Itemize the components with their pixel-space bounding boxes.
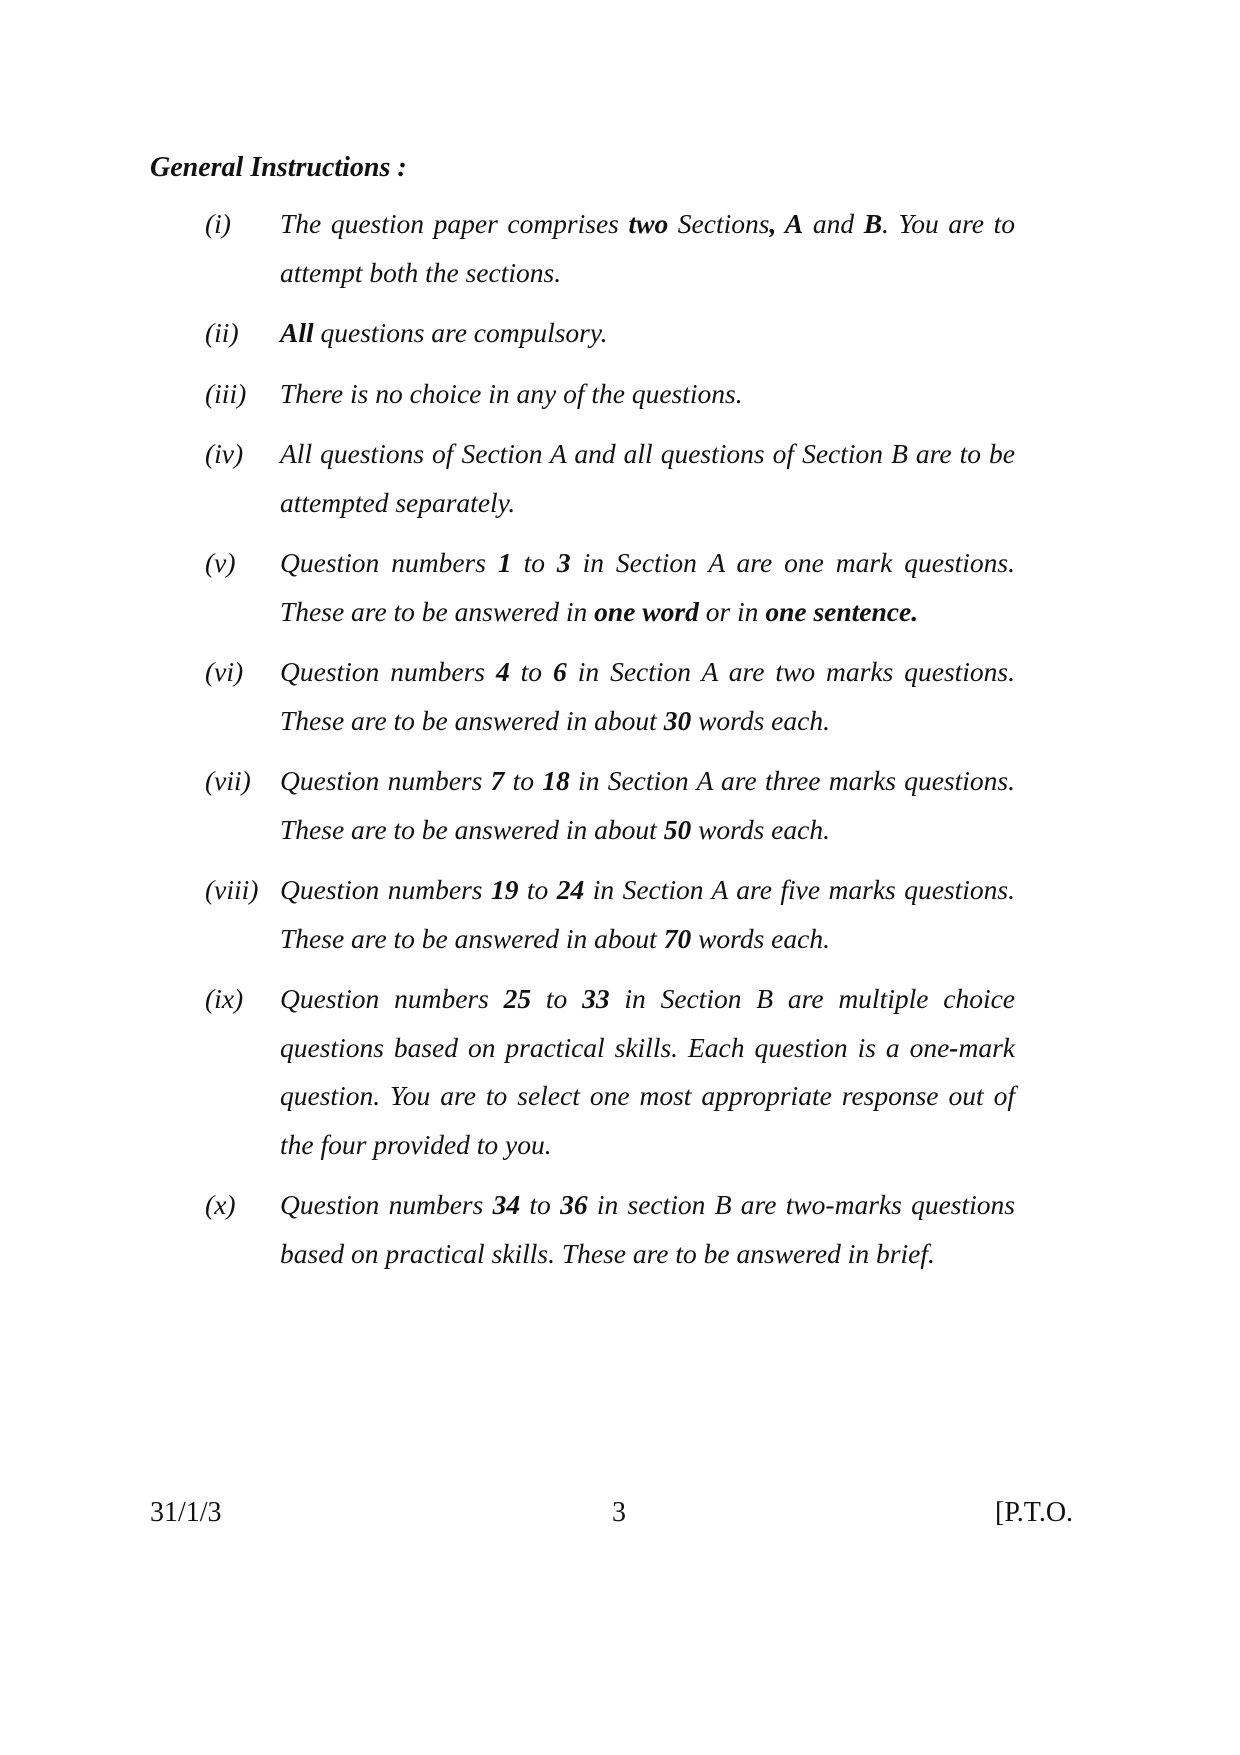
instruction-text-bold: 24 bbox=[556, 874, 585, 905]
instruction-number: (iv) bbox=[205, 438, 244, 469]
instruction-text-segment: to bbox=[531, 983, 583, 1014]
instruction-text-segment: Question numbers bbox=[280, 765, 491, 796]
instruction-text-segment: questions are compulsory. bbox=[313, 317, 608, 348]
instruction-text-segment: to bbox=[504, 765, 543, 796]
instruction-text-bold: B bbox=[863, 208, 883, 239]
instruction-text-segment: There is no choice in any of the questions. bbox=[280, 377, 743, 409]
instruction-number: (ii) bbox=[205, 317, 239, 348]
instruction-text-segment: words each. bbox=[691, 922, 830, 954]
instruction-text-bold: 4 bbox=[495, 656, 510, 687]
instruction-text-segment: in Section A are three marks questions. These are to be answered in about bbox=[280, 765, 1015, 845]
instructions-list bbox=[205, 200, 1015, 1278]
instruction-text-segment: in Section A are one mark questions. These are to be answered in bbox=[280, 547, 1015, 627]
instruction-item bbox=[205, 309, 1015, 358]
instruction-text-segment: in section B are two-marks questions based on practical skills. These are to be answered in brief. bbox=[280, 1189, 1015, 1269]
instruction-text-bold: one sentence. bbox=[765, 595, 919, 627]
instruction-text-segment: Question numbers bbox=[280, 547, 498, 578]
instruction-item bbox=[205, 648, 1015, 745]
page-number: 3 bbox=[612, 1497, 626, 1528]
instruction-text-bold: 34 bbox=[492, 1189, 521, 1220]
instruction-text-segment: and bbox=[803, 208, 864, 239]
instruction-item bbox=[205, 370, 1015, 419]
instruction-text-bold: 33 bbox=[582, 983, 610, 1014]
instruction-text-segment: . You are to attempt both the sections. bbox=[280, 208, 1015, 288]
instruction-number: (iii) bbox=[205, 377, 247, 409]
paper-code: 31/1/3 bbox=[150, 1497, 222, 1528]
instruction-text-bold: 3 bbox=[556, 547, 571, 578]
instruction-text-bold: 25 bbox=[503, 983, 532, 1014]
instruction-text-bold: 1 bbox=[497, 547, 512, 578]
instruction-text-segment: Question numbers bbox=[280, 983, 504, 1014]
instruction-text-segment: to bbox=[511, 547, 557, 578]
instruction-text bbox=[280, 866, 1015, 963]
instruction-text bbox=[280, 757, 1015, 854]
instruction-text bbox=[280, 200, 1015, 297]
instruction-item bbox=[205, 757, 1015, 854]
instruction-text-segment: to bbox=[518, 874, 557, 905]
instruction-item bbox=[205, 1181, 1015, 1278]
instruction-text-segment: in Section A are two marks questions. These are to be answered in about bbox=[280, 656, 1016, 736]
instruction-text-bold: 18 bbox=[542, 765, 570, 796]
instruction-text-segment: Question numbers bbox=[280, 874, 491, 905]
instruction-number: (ix) bbox=[205, 983, 244, 1014]
instruction-item bbox=[205, 430, 1015, 527]
instructions-heading: General Instructions : bbox=[150, 152, 407, 183]
instruction-text-bold: 50 bbox=[663, 813, 692, 845]
instruction-text-bold: 6 bbox=[553, 656, 567, 687]
instruction-text-bold: one word bbox=[594, 595, 699, 627]
instruction-text-segment: or in bbox=[698, 595, 766, 627]
instruction-text-bold: 70 bbox=[663, 922, 692, 954]
instruction-text-segment: The question paper comprises bbox=[280, 208, 629, 239]
instruction-text-segment: in Section A are five marks questions. These are to be answered in about bbox=[280, 874, 1015, 954]
instruction-text-segment: words each. bbox=[691, 813, 830, 845]
instruction-number: (i) bbox=[205, 208, 231, 239]
instruction-text-bold: 7 bbox=[490, 765, 505, 796]
instruction-text-segment: Question numbers bbox=[280, 656, 496, 687]
instruction-text bbox=[280, 370, 1015, 419]
instruction-text-segment: to bbox=[509, 656, 554, 687]
instruction-item bbox=[205, 975, 1015, 1169]
instruction-text bbox=[280, 1181, 1015, 1278]
instruction-text bbox=[280, 430, 1015, 527]
instruction-text-bold: two bbox=[628, 208, 669, 239]
instruction-text-segment: mark question. You are to select one most appropriate response out of the four provided to you. bbox=[280, 1031, 1015, 1160]
instruction-text-segment: in Section B are multiple choice questions based on practical skills. Each question is a one bbox=[280, 983, 1015, 1063]
instruction-text bbox=[280, 648, 1015, 745]
instruction-number: (v) bbox=[205, 547, 236, 578]
instruction-text-segment: words each. bbox=[691, 704, 830, 736]
instruction-text-bold: - bbox=[949, 1031, 959, 1063]
instruction-item bbox=[205, 866, 1015, 963]
instruction-text bbox=[280, 309, 1015, 358]
instruction-text-bold: 36 bbox=[560, 1189, 588, 1220]
instruction-number: (vi) bbox=[205, 656, 244, 687]
instruction-text-segment: Question numbers bbox=[280, 1189, 493, 1220]
instruction-item bbox=[205, 539, 1015, 636]
instruction-text-bold: All bbox=[280, 317, 314, 348]
instruction-text-segment: to bbox=[520, 1189, 561, 1220]
please-turn-over: [P.T.O. bbox=[995, 1497, 1074, 1528]
instruction-text-bold: 30 bbox=[663, 704, 692, 736]
instruction-text bbox=[280, 539, 1015, 636]
instruction-text-segment: All questions of Section A and all questions of Section B are to be attempted separately. bbox=[280, 438, 1015, 518]
instruction-text-bold: 19 bbox=[490, 874, 519, 905]
instruction-text-segment: Sections bbox=[668, 208, 770, 239]
instruction-number: (viii) bbox=[205, 874, 259, 905]
instruction-number: (x) bbox=[205, 1189, 236, 1220]
instruction-text-bold: , A bbox=[769, 208, 804, 239]
instruction-item bbox=[205, 200, 1015, 297]
instruction-text bbox=[280, 975, 1015, 1169]
instruction-number: (vii) bbox=[205, 765, 251, 796]
